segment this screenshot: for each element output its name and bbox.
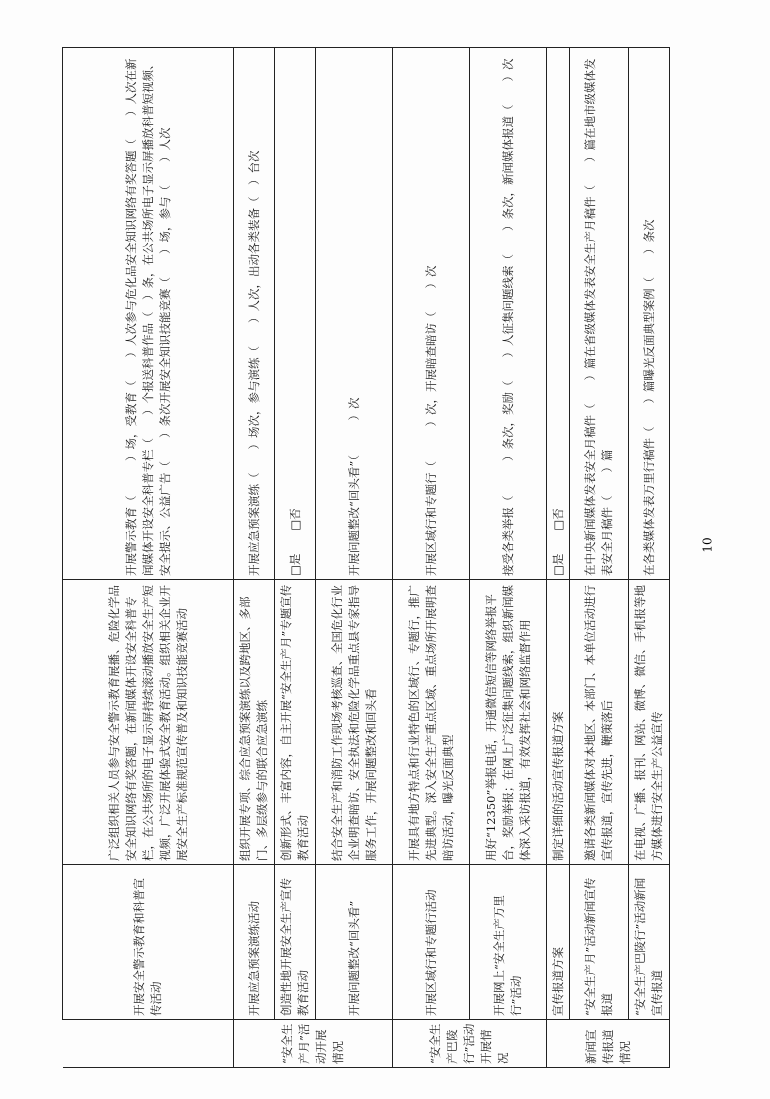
table-row — [316, 48, 393, 1068]
result-cell: 开展应急预案演练（ ）场次，参与演练（ ）人次，出动各类装备（ ）台次 — [234, 48, 275, 580]
requirement-cell: 开展具有地方特点和行业特色的区域行、专题行，推广先进典型。深入安全生产重点区域、重点场所开展明查暗访活动，曝光反面典型 — [393, 580, 470, 865]
group-cell: 新闻宣传报道情况 — [547, 1020, 670, 1068]
requirement-cell: 邀请各类新闻媒体对本地区、本部门、本单位活动进行宣传报道，宣传先进，鞭策落后 — [570, 580, 629, 865]
requirement-cell: 结合安全生产和消防工作现场考核巡查、全国危化行业企业明查暗访、安全执法和危险化学品重点县专家指导服务工作，开展问题整改和回头看 — [316, 580, 393, 865]
result-cell: 开展区域行和专题行（ ）次，开展暗查暗访（ ）次 — [393, 48, 470, 580]
item-cell: 宣传报道方案 — [547, 865, 570, 1020]
item-cell: 创造性地开展安全生产宣传教育活动 — [275, 865, 316, 1020]
item-cell: 开展安全警示教育和科普宣传活动 — [63, 865, 234, 1020]
group-cell — [63, 1020, 234, 1068]
result-cell: 在中央新闻媒体发表安全月稿件（ ）篇在省级媒体发表安全生产月稿件（ ）篇在地市级媒体发表安全月稿件（ ）篇 — [570, 48, 629, 580]
result-cell: 开展警示教育（ ）场，受教育（ ）人次参与危化品安全知识网络有奖答题（ ）人次在新闻媒体开设安全科普专栏（ ）个报送科普作品（ ）条，在公共场所电子显示屏播放科普短视频、安全提示、公益广告（ ）条次开展安全知识技能竞赛（ ）场，参与（ ）人次 — [63, 48, 234, 580]
table-row — [570, 48, 629, 1068]
table-row — [547, 48, 570, 1068]
group-cell: “安全生产月”活动开展情况 — [234, 1020, 393, 1068]
item-cell: 开展问题整改“回头看” — [316, 865, 393, 1020]
table-row — [63, 48, 234, 1068]
table-row — [234, 48, 275, 1068]
result-cell: □是 □否 — [547, 48, 570, 580]
table-row — [470, 48, 547, 1068]
item-cell: “安全生产巴陵行”活动新闻宣传报道 — [629, 865, 670, 1020]
requirement-cell: 组织开展专项、综合应急预案演练以及跨地区、多部门、多层级参与的联合应急演练 — [234, 580, 275, 865]
table-row — [275, 48, 316, 1068]
result-cell: 在各类媒体发表万里行稿件（ ）篇曝光反面典型案例（ ）条次 — [629, 48, 670, 580]
item-cell: “安全生产月”活动新闻宣传报道 — [570, 865, 629, 1020]
activity-statistics-table — [62, 47, 670, 1068]
page-number: 10 — [700, 537, 715, 553]
requirement-cell: 用好“12350”举报电话，开通微信短信等网络举报平台，奖励举报；在网上广泛征集问题线索，组织新闻媒体深入采访报道，有效发挥社会和网络监督作用 — [470, 580, 547, 865]
table-row — [393, 48, 470, 1068]
item-cell: 开展应急预案演练活动 — [234, 865, 275, 1020]
requirement-cell: 创新形式、丰富内容，自主开展“安全生产月”专题宣传教育活动 — [275, 580, 316, 865]
requirement-cell: 制定详细的活动宣传报道方案 — [547, 580, 570, 865]
result-cell: □是 □否 — [275, 48, 316, 580]
result-cell: 开展问题整改“回头看”（ ）次 — [316, 48, 393, 580]
item-cell: 开展网上“安全生产万里行”活动 — [470, 865, 547, 1020]
requirement-cell: 广泛组织相关人员参与安全警示教育展播、危险化学品安全知识网络有奖答题，在新闻媒体开设安全科普专栏，在公共场所的电子显示屏持续滚动播放安全生产短视频，广泛开展体验式安全教育活动。组织相关企业开展安全生产标准规范宣传普及和知识技能竞赛活动 — [63, 580, 234, 865]
result-cell: 接受各类举报（ ）条次，奖励（ ）人征集问题线索（ ）条次，新闻媒体报道（ ）次 — [470, 48, 547, 580]
rotated-table-container — [62, 48, 704, 1068]
requirement-cell: 在电视、广播、报刊、网站、微博、微信、手机报等地方媒体进行安全生产公益宣传 — [629, 580, 670, 865]
table-row — [629, 48, 670, 1068]
group-cell: “安全生产巴陵行”活动开展情况 — [393, 1020, 547, 1068]
item-cell: 开展区域行和专题行活动 — [393, 865, 470, 1020]
